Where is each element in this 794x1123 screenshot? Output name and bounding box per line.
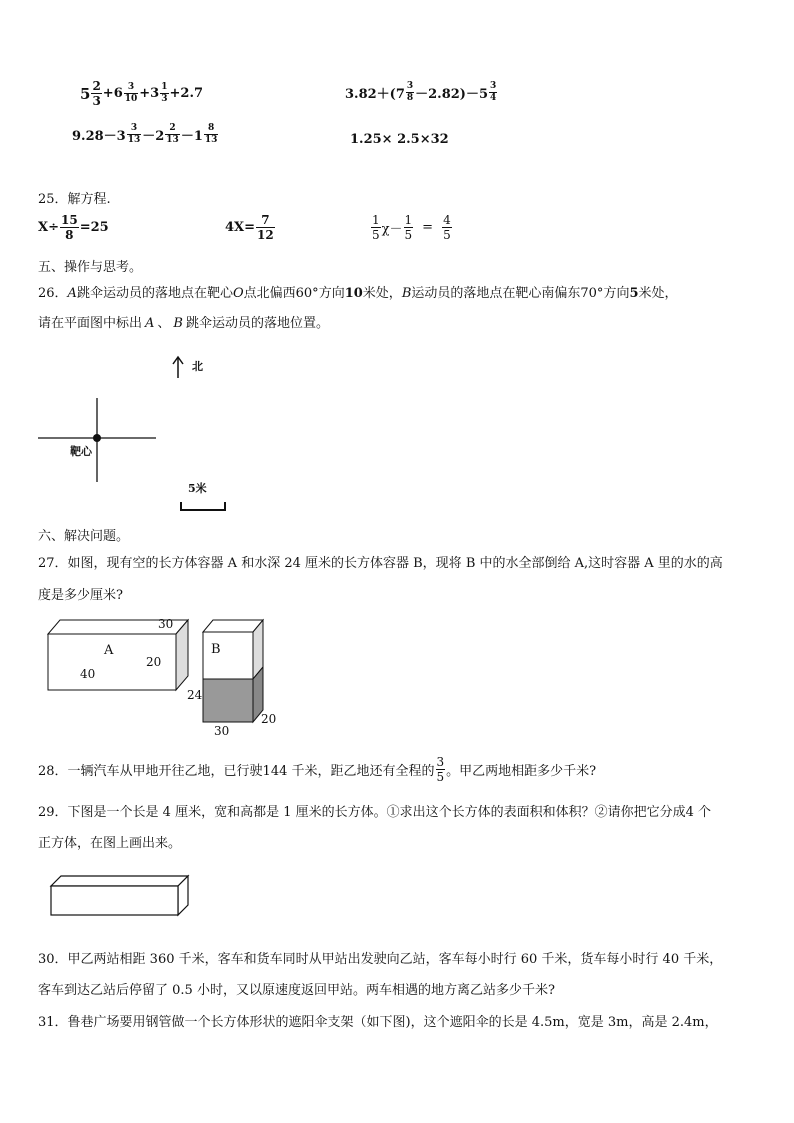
container-b-bottom-dim: 30: [214, 724, 230, 738]
fraction: $\frac{1}{5}$: [372, 213, 380, 242]
fraction: $\frac{1}{5}$: [404, 213, 413, 242]
north-arrow-icon: [173, 357, 183, 378]
q25-title: 25．解方程.: [38, 192, 111, 207]
q29-line-1: 29．下图是一个长是 4 厘米，宽和高都是 1 厘米的长方体。①求出这个长方体的表面积和体积？②请你把它分成4 个: [38, 805, 712, 820]
operator-text: +3: [139, 86, 160, 101]
center-label: 靶心: [70, 445, 92, 458]
equation-1: [38, 214, 109, 241]
equation-2: [225, 214, 276, 241]
container-b: [203, 620, 263, 722]
calc-expression-1: [80, 80, 203, 107]
expr-text: 3.82＋(7: [345, 87, 405, 102]
operator-text: +2.7: [169, 86, 204, 101]
north-label: 北: [192, 360, 203, 373]
expr-text: 1.25× 2.5×32: [350, 132, 449, 147]
fraction: $\frac{1}{3}$: [161, 82, 168, 104]
calc-expression-4: [350, 132, 449, 147]
container-b-side-dim: 20: [261, 712, 277, 726]
fraction: $\frac{2}{3}$: [92, 79, 101, 108]
equation-3: [370, 214, 453, 241]
expr-text: χ－: [381, 222, 403, 237]
operator-text: －2: [142, 129, 165, 144]
fraction: $\frac{2}{13}$: [166, 123, 179, 145]
fraction: $\frac{3}{5}$: [436, 755, 445, 784]
container-a-front-dim: 40: [80, 667, 96, 681]
operator-text: +6: [102, 86, 123, 101]
operator-text: －1: [180, 129, 203, 144]
section-heading-5: 五、操作与思考。: [38, 260, 143, 275]
q31-line-1: 31．鲁巷广场要用钢管做一个长方体形状的遮阳伞支架（如下图)，这个遮阳伞的长是 4.5m，宽是 3m，高是 2.4m，: [38, 1015, 718, 1030]
fraction: $\frac{3}{10}$: [124, 82, 138, 104]
container-b-label: B: [211, 642, 221, 657]
fraction: $\frac{3}{4}$: [489, 81, 497, 103]
whole-number: 5: [80, 84, 91, 103]
container-a-top-dim: 30: [158, 617, 174, 631]
cuboid-diagram: [44, 870, 196, 920]
expr-text: －2.82)－5: [415, 87, 488, 102]
fraction: $\frac{8}{13}$: [204, 123, 218, 145]
q30-line-1: 30．甲乙两站相距 360 千米，客车和货车同时从甲站出发驶向乙站，客车每小时行 60 千米，货车每小时行 40 千米，: [38, 952, 723, 967]
fraction: $\frac{3}{13}$: [127, 123, 141, 145]
expr-text: =25: [79, 220, 109, 235]
q30-line-2: 客车到达乙站后停留了 0.5 小时，又以原速度返回甲站。两车相遇的地方离乙站多少千米?: [38, 983, 555, 998]
container-a-side-dim: 20: [146, 655, 162, 669]
q26-line-2: 请在平面图中标出 A 、 B 跳伞运动员的落地位置。: [38, 316, 329, 331]
containers-diagram: [40, 612, 290, 740]
fraction: $\frac{7}{12}$: [257, 213, 274, 242]
fraction: $\frac{3}{8}$: [406, 81, 414, 103]
calc-expression-2: [345, 82, 498, 103]
container-a-label: A: [104, 643, 114, 658]
fraction: $\frac{4}{5}$: [443, 213, 451, 242]
fraction: $\frac{15}{8}$: [60, 213, 78, 242]
calc-expression-3: [72, 124, 219, 145]
scale-bar: [181, 502, 225, 510]
equals-sign: =: [422, 220, 434, 235]
expr-text: 4X=: [225, 220, 256, 235]
water-fill: [203, 679, 253, 722]
q29-line-2: 正方体，在图上画出来。: [38, 836, 182, 851]
target-center-point: [93, 434, 101, 442]
expr-text: 9.28－3: [72, 129, 126, 144]
expr-text: X÷: [38, 220, 59, 235]
q26-line-1: 26．A跳伞运动员的落地点在靶心O点北偏西60°方向10米处，B运动员的落地点在靶心南偏东70°方向5米处，: [38, 286, 678, 301]
section-heading-6: 六、解决问题。: [38, 529, 130, 544]
q28-line: 28．一辆汽车从甲地开往乙地，已行驶144 千米，距乙地还有全程的 $\frac{3}{5}$ 。甲乙两地相距多少千米?: [38, 755, 597, 784]
scale-label: 5米: [188, 482, 207, 495]
q27-line-1: 27．如图，现有空的长方体容器 A 和水深 24 厘米的长方体容器 B，现将 B 中的水全部倒给 A,这时容器 A 里的水的高: [38, 556, 723, 571]
container-b-water-dim: 24: [187, 688, 203, 702]
q27-line-2: 度是多少厘米?: [38, 588, 123, 603]
